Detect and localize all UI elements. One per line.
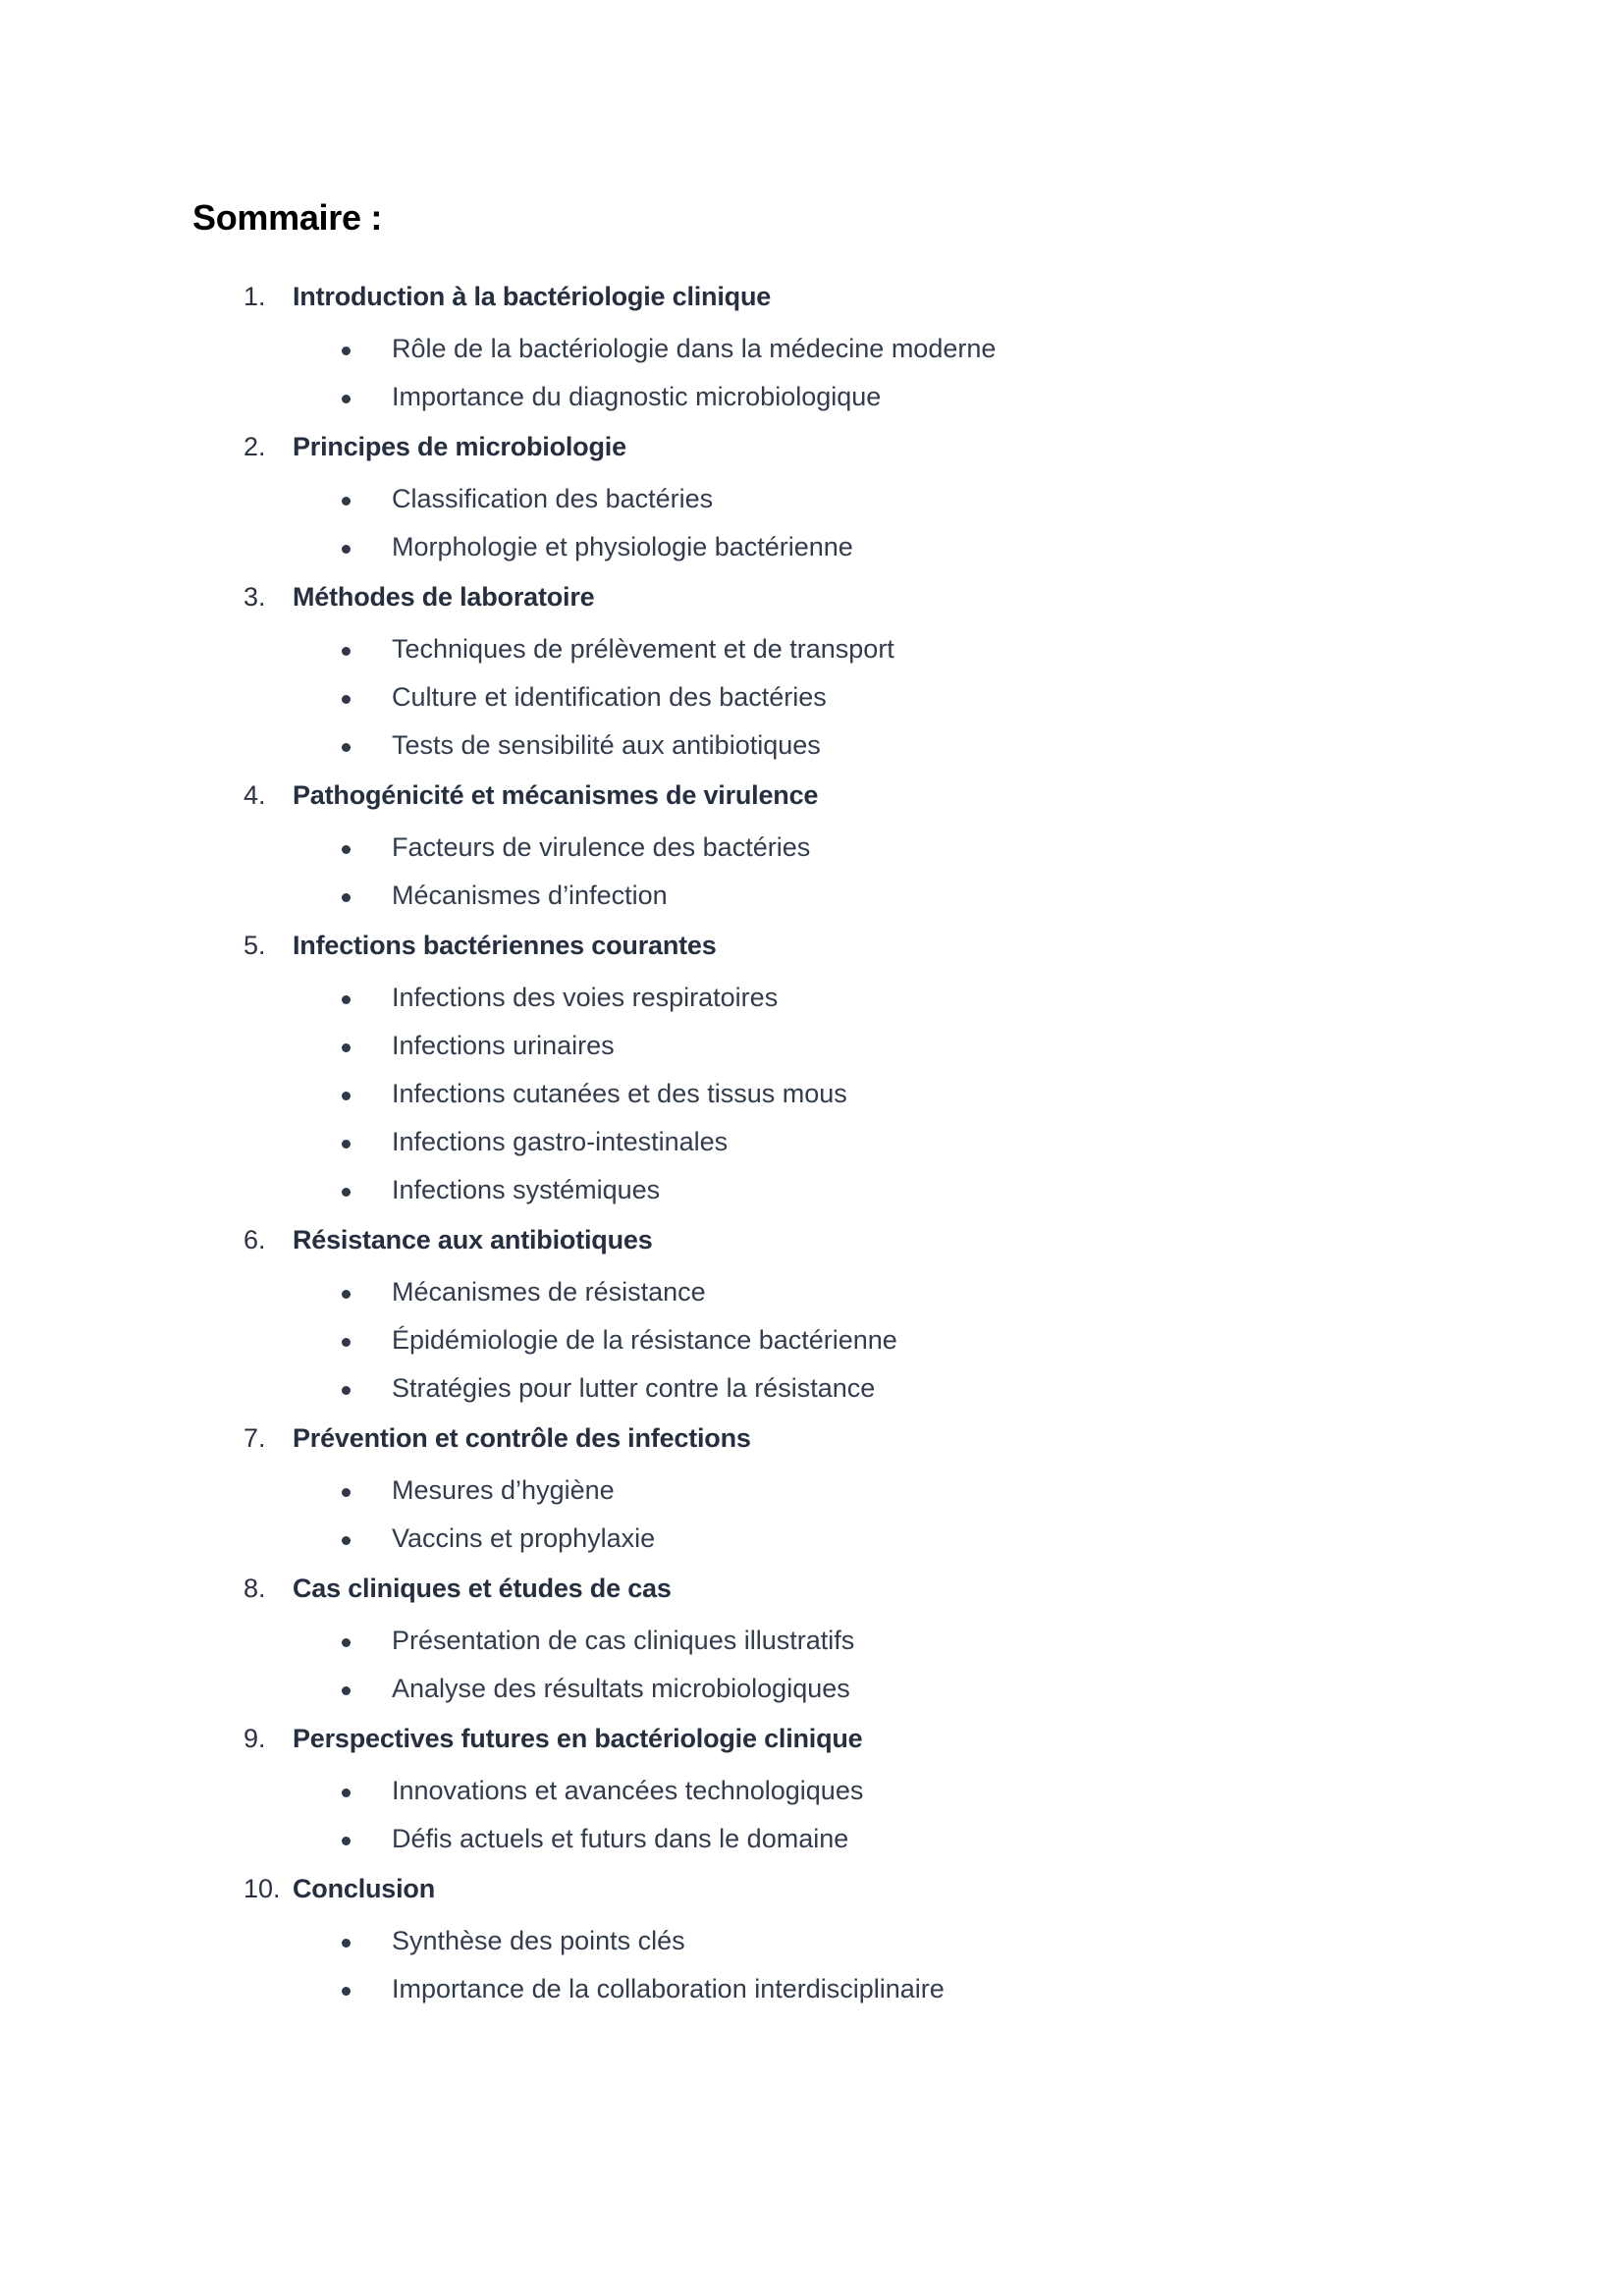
bullet-icon bbox=[342, 845, 351, 854]
section-heading-row bbox=[0, 281, 1624, 335]
section-items bbox=[0, 635, 1624, 779]
section-heading-row bbox=[0, 1224, 1624, 1278]
section-items bbox=[0, 833, 1624, 930]
list-item bbox=[0, 1176, 1624, 1224]
list-item-text: Importance de la collaboration interdisciplinaire bbox=[392, 1974, 945, 2003]
bullet-icon bbox=[342, 743, 351, 752]
bullet-icon bbox=[342, 1043, 351, 1052]
list-item bbox=[0, 1080, 1624, 1128]
list-item bbox=[0, 833, 1624, 881]
bullet-icon bbox=[342, 1638, 351, 1647]
section-heading: Méthodes de laboratoire bbox=[293, 582, 595, 612]
list-item-text: Vaccins et prophylaxie bbox=[392, 1523, 656, 1553]
section-heading-row bbox=[0, 581, 1624, 635]
bullet-icon bbox=[342, 1386, 351, 1395]
list-item bbox=[0, 1627, 1624, 1675]
list-item-text: Importance du diagnostic microbiologique bbox=[392, 382, 882, 411]
section-number: 3. bbox=[244, 582, 266, 612]
list-item-text: Stratégies pour lutter contre la résistance bbox=[392, 1373, 876, 1403]
section-heading: Principes de microbiologie bbox=[293, 432, 626, 461]
list-item-text: Infections gastro-intestinales bbox=[392, 1127, 729, 1156]
bullet-icon bbox=[342, 1789, 351, 1797]
list-item bbox=[0, 1128, 1624, 1176]
list-item bbox=[0, 731, 1624, 779]
list-item-text: Analyse des résultats microbiologiques bbox=[392, 1674, 850, 1703]
section-heading-row bbox=[0, 779, 1624, 833]
bullet-icon bbox=[342, 1290, 351, 1299]
toc-section-6 bbox=[0, 1224, 1624, 1422]
section-heading: Perspectives futures en bactériologie clinique bbox=[293, 1724, 863, 1753]
section-number: 7. bbox=[244, 1423, 266, 1453]
section-heading-row bbox=[0, 1723, 1624, 1777]
page-title: Sommaire : bbox=[192, 197, 383, 238]
toc-section-1 bbox=[0, 281, 1624, 431]
list-item bbox=[0, 1326, 1624, 1374]
list-item bbox=[0, 683, 1624, 731]
list-item-text: Techniques de prélèvement et de transport bbox=[392, 634, 894, 664]
bullet-icon bbox=[342, 1338, 351, 1347]
list-item-text: Présentation de cas cliniques illustratifs bbox=[392, 1626, 855, 1655]
section-heading: Cas cliniques et études de cas bbox=[293, 1574, 672, 1603]
list-item bbox=[0, 485, 1624, 533]
toc-section-2 bbox=[0, 431, 1624, 581]
list-item-text: Synthèse des points clés bbox=[392, 1926, 685, 1955]
list-item bbox=[0, 1825, 1624, 1873]
section-heading-row bbox=[0, 431, 1624, 485]
list-item-text: Infections systémiques bbox=[392, 1175, 661, 1204]
section-items bbox=[0, 485, 1624, 581]
list-item bbox=[0, 335, 1624, 383]
list-item-text: Innovations et avancées technologiques bbox=[392, 1776, 864, 1805]
section-number: 2. bbox=[244, 432, 266, 461]
list-item bbox=[0, 635, 1624, 683]
bullet-icon bbox=[342, 1536, 351, 1545]
bullet-icon bbox=[342, 1837, 351, 1845]
section-heading-row bbox=[0, 1873, 1624, 1927]
section-items bbox=[0, 1627, 1624, 1723]
bullet-icon bbox=[342, 1939, 351, 1948]
bullet-icon bbox=[342, 1140, 351, 1148]
bullet-icon bbox=[342, 893, 351, 902]
bullet-icon bbox=[342, 995, 351, 1004]
list-item bbox=[0, 383, 1624, 431]
section-heading: Prévention et contrôle des infections bbox=[293, 1423, 751, 1453]
section-items bbox=[0, 1777, 1624, 1873]
section-heading-row bbox=[0, 1573, 1624, 1627]
list-item bbox=[0, 1032, 1624, 1080]
bullet-icon bbox=[342, 1188, 351, 1197]
section-items bbox=[0, 1927, 1624, 2023]
list-item-text: Épidémiologie de la résistance bactérienne bbox=[392, 1325, 897, 1355]
section-number: 8. bbox=[244, 1574, 266, 1603]
bullet-icon bbox=[342, 1686, 351, 1695]
list-item bbox=[0, 984, 1624, 1032]
bullet-icon bbox=[342, 1092, 351, 1100]
list-item bbox=[0, 1476, 1624, 1524]
toc-section-8 bbox=[0, 1573, 1624, 1723]
list-item bbox=[0, 1927, 1624, 1975]
bullet-icon bbox=[342, 1987, 351, 1996]
section-heading: Résistance aux antibiotiques bbox=[293, 1225, 653, 1255]
section-number: 4. bbox=[244, 780, 266, 810]
section-items bbox=[0, 1476, 1624, 1573]
list-item-text: Tests de sensibilité aux antibiotiques bbox=[392, 730, 821, 760]
list-item bbox=[0, 1278, 1624, 1326]
section-number: 9. bbox=[244, 1724, 266, 1753]
list-item bbox=[0, 533, 1624, 581]
list-item-text: Infections urinaires bbox=[392, 1031, 615, 1060]
section-heading: Pathogénicité et mécanismes de virulence bbox=[293, 780, 819, 810]
section-heading: Introduction à la bactériologie clinique bbox=[293, 282, 772, 311]
section-heading-row bbox=[0, 930, 1624, 984]
bullet-icon bbox=[342, 695, 351, 704]
list-item-text: Classification des bactéries bbox=[392, 484, 714, 513]
list-item-text: Défis actuels et futurs dans le domaine bbox=[392, 1824, 849, 1853]
section-number: 5. bbox=[244, 931, 266, 960]
section-items bbox=[0, 984, 1624, 1224]
bullet-icon bbox=[342, 497, 351, 506]
section-number: 10. bbox=[244, 1874, 281, 1903]
list-item-text: Facteurs de virulence des bactéries bbox=[392, 832, 811, 862]
toc-section-9 bbox=[0, 1723, 1624, 1873]
bullet-icon bbox=[342, 347, 351, 355]
list-item-text: Infections des voies respiratoires bbox=[392, 983, 779, 1012]
list-item-text: Mécanismes de résistance bbox=[392, 1277, 706, 1307]
section-heading-row bbox=[0, 1422, 1624, 1476]
section-items bbox=[0, 1278, 1624, 1422]
section-heading: Conclusion bbox=[293, 1874, 435, 1903]
section-number: 6. bbox=[244, 1225, 266, 1255]
toc-section-7 bbox=[0, 1422, 1624, 1573]
list-item-text: Mesures d’hygiène bbox=[392, 1475, 615, 1505]
list-item-text: Rôle de la bactériologie dans la médecine moderne bbox=[392, 334, 997, 363]
toc-section-10 bbox=[0, 1873, 1624, 2023]
section-items bbox=[0, 335, 1624, 431]
list-item-text: Infections cutanées et des tissus mous bbox=[392, 1079, 847, 1108]
toc-section-3 bbox=[0, 581, 1624, 779]
list-item bbox=[0, 1777, 1624, 1825]
list-item bbox=[0, 1675, 1624, 1723]
list-item-text: Mécanismes d’infection bbox=[392, 881, 668, 910]
list-item-text: Culture et identification des bactéries bbox=[392, 682, 827, 712]
list-item bbox=[0, 1524, 1624, 1573]
bullet-icon bbox=[342, 545, 351, 554]
list-item bbox=[0, 881, 1624, 930]
section-number: 1. bbox=[244, 282, 266, 311]
bullet-icon bbox=[342, 395, 351, 403]
list-item bbox=[0, 1374, 1624, 1422]
toc-section-4 bbox=[0, 779, 1624, 930]
bullet-icon bbox=[342, 647, 351, 656]
list-item-text: Morphologie et physiologie bactérienne bbox=[392, 532, 853, 561]
toc-section-5 bbox=[0, 930, 1624, 1224]
table-of-contents bbox=[0, 281, 1624, 2023]
list-item bbox=[0, 1975, 1624, 2023]
bullet-icon bbox=[342, 1488, 351, 1497]
section-heading: Infections bactériennes courantes bbox=[293, 931, 717, 960]
